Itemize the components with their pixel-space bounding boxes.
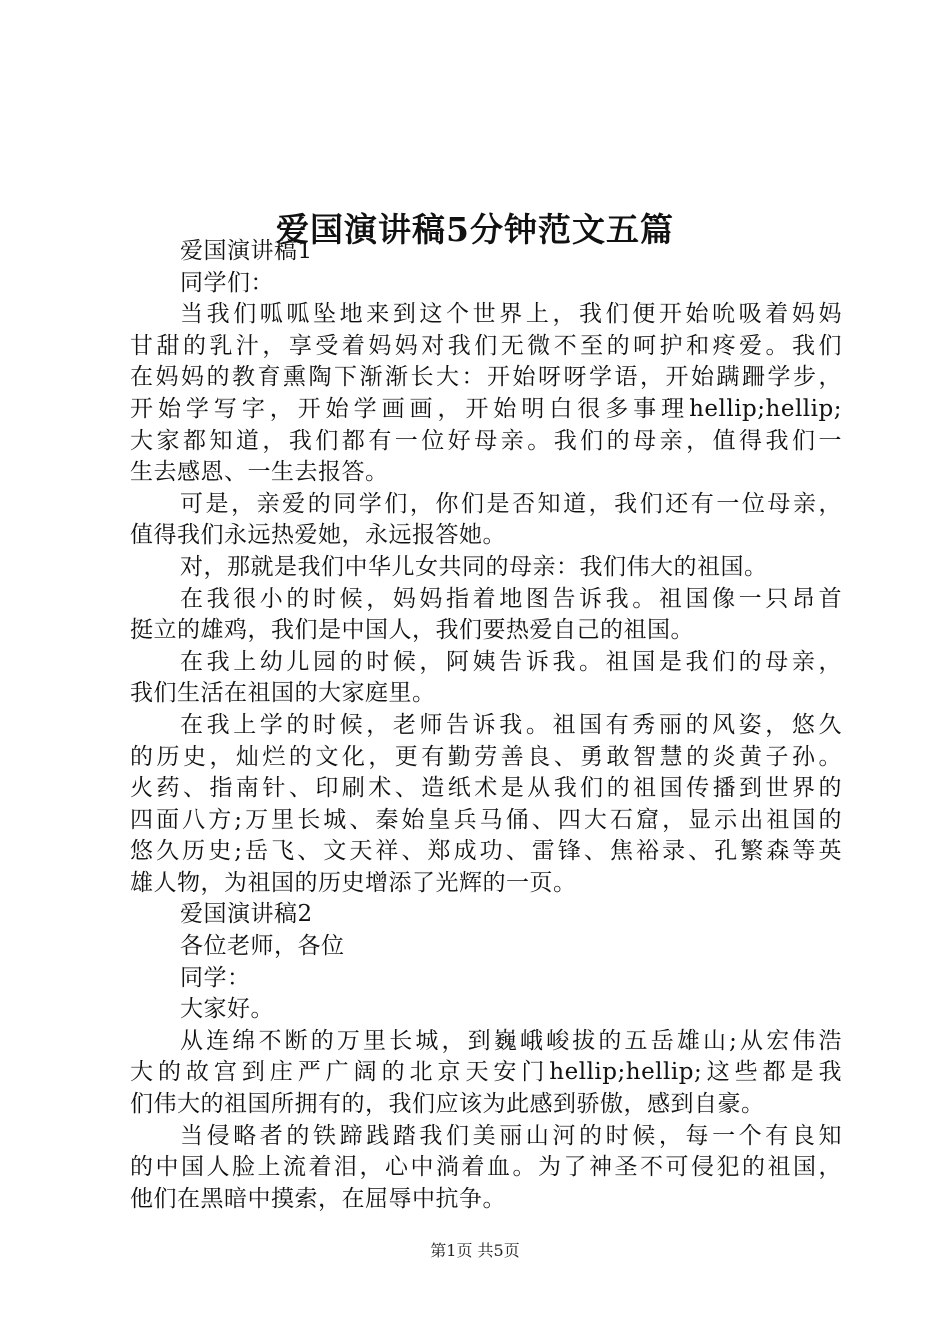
text-line: 雄人物，为祖国的历史增添了光辉的一页。 — [130, 869, 577, 896]
text-line: 同学们： — [180, 269, 274, 296]
text-line: 挺立的雄鸡，我们是中国人，我们要热爱自己的祖国。 — [130, 617, 694, 644]
text-line: 对，那就是我们中华儿女共同的母亲：我们伟大的祖国。 — [180, 553, 768, 580]
text-line: 们伟大的祖国所拥有的，我们应该为此感到骄傲，感到自豪。 — [130, 1091, 765, 1118]
document-title: 爱国演讲稿5分钟范文五篇 — [276, 210, 674, 250]
text-line: 我们生活在祖国的大家庭里。 — [130, 680, 436, 707]
text-line: 大家都知道，我们都有一位好母亲。我们的母亲，值得我们一 — [130, 427, 842, 454]
text-line: 当侵略者的铁蹄践踏我们美丽山河的时候，每一个有良知 — [180, 1122, 842, 1149]
text-line: 开始学写字，开始学画画，开始明白很多事理hellip;hellip; — [130, 395, 842, 422]
text-line: 四面八方;万里长城、秦始皇兵马俑、四大石窟，显示出祖国的 — [130, 806, 842, 833]
text-line: 同学： — [180, 964, 251, 991]
text-line: 的中国人脸上流着泪，心中淌着血。为了神圣不可侵犯的祖国， — [130, 1154, 842, 1181]
text-line: 火药、指南针、印刷术、造纸术是从我们的祖国传播到世界的 — [130, 775, 842, 802]
text-line: 可是，亲爱的同学们，你们是否知道，我们还有一位母亲， — [180, 490, 842, 517]
text-line: 在妈妈的教育熏陶下渐渐长大：开始呀呀学语，开始蹒跚学步， — [130, 364, 842, 391]
text-line: 在我很小的时候，妈妈指着地图告诉我。祖国像一只昂首 — [180, 585, 842, 612]
text-line: 各位老师，各位 — [180, 933, 345, 960]
page-footer: 第1页 共5页 — [430, 1241, 520, 1260]
document-body — [130, 236, 842, 1215]
text-line: 甘甜的乳汁，享受着妈妈对我们无微不至的呵护和疼爱。我们 — [130, 332, 842, 359]
text-line: 爱国演讲稿2 — [180, 901, 313, 928]
text-line: 在我上学的时候，老师告诉我。祖国有秀丽的风姿，悠久 — [180, 711, 842, 738]
text-line: 当我们呱呱坠地来到这个世界上，我们便开始吮吸着妈妈 — [180, 301, 842, 328]
text-line: 大家好。 — [180, 996, 274, 1023]
text-line: 从连绵不断的万里长城，到巍峨峻拔的五岳雄山;从宏伟浩 — [180, 1027, 842, 1054]
text-line: 大的故宫到庄严广阔的北京天安门hellip;hellip;这些都是我 — [130, 1059, 842, 1086]
text-line: 爱国演讲稿1 — [180, 238, 313, 264]
text-line: 生去感恩、一生去报答。 — [130, 459, 389, 486]
text-line: 悠久历史;岳飞、文天祥、郑成功、雷锋、焦裕录、孔繁森等英 — [130, 838, 842, 865]
text-line: 值得我们永远热爱她，永远报答她。 — [130, 522, 506, 549]
text-line: 他们在黑暗中摸索，在屈辱中抗争。 — [130, 1185, 506, 1212]
text-line: 在我上幼儿园的时候，阿姨告诉我。祖国是我们的母亲， — [180, 648, 842, 675]
text-line: 的历史，灿烂的文化，更有勤劳善良、勇敢智慧的炎黄子孙。 — [130, 743, 842, 770]
